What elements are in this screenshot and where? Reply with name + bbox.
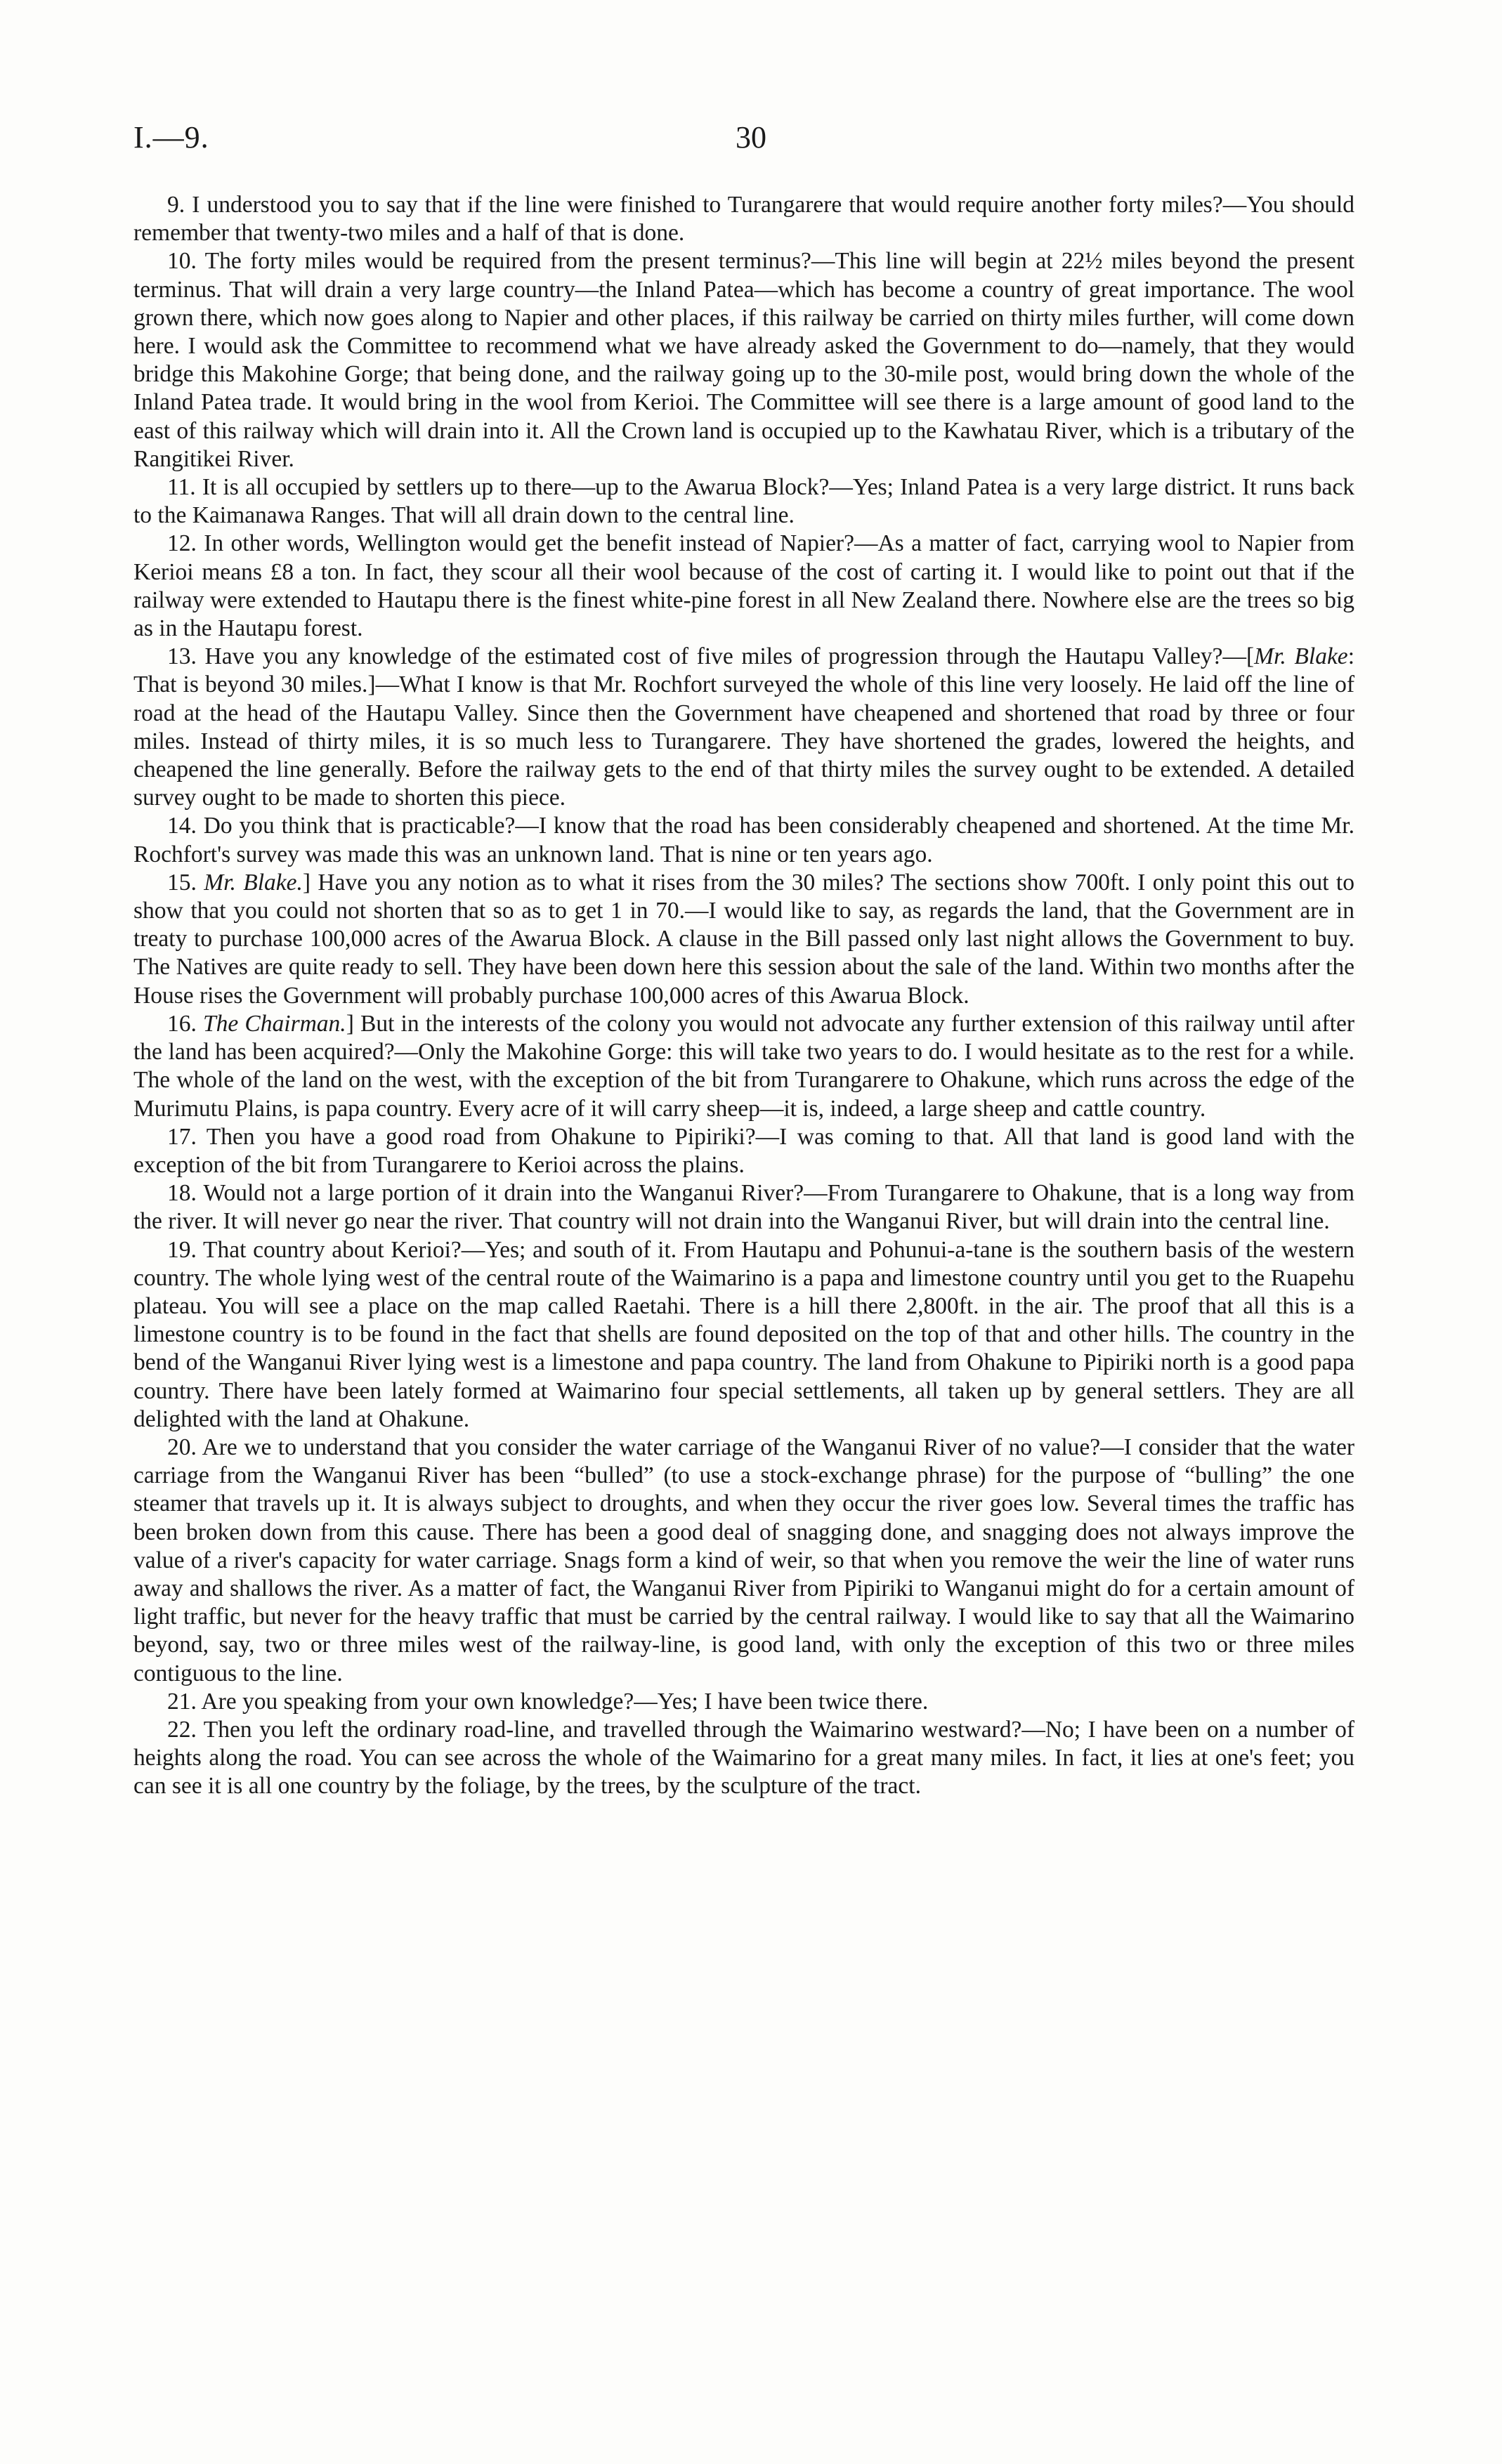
- paragraph-9: 9. I understood you to say that if the line were finished to Turangarere that would require another forty miles?—You should remember that twenty-two miles and a half of that is done.: [133, 192, 1354, 247]
- paragraph-10: 10. The forty miles would be required from the present terminus?—This line will begin at 22½ miles beyond the present terminus. That will drain a very large country—the Inland Patea—which has become a country of great importance. The wool grown there, which now goes along to Napier and other places, if this railway be carried on thirty miles further, will come down here. I would ask the Committee to recommend what we have already asked the Government to do—namely, that they would bridge this Makohine Gorge; that being done, and the railway going up to the 30-mile post, would bring down the whole of the Inland Patea trade. It would bring in the wool from Kerioi. The Committee will see there is a large amount of good land to the east of this railway which will drain into it. All the Crown land is occupied up to the Kawhatau River, which is a tributary of the Rangitikei River.: [133, 248, 1354, 472]
- paragraph-16: 16. The Chairman.] But in the interests of the colony you would not advocate any further extension of this railway until after the land has been acquired?—Only the Makohine Gorge: this will take two years to do. I would hesitate as to the rest for a while. The whole of the land on the west, with the exception of the bit from Turangarere to Ohakune, which runs across the edge of the Murimutu Plains, is papa country. Every acre of it will carry sheep—it is, indeed, a large sheep and cattle country.: [133, 1010, 1354, 1122]
- speaker-name: Mr. Blake: [1254, 643, 1348, 670]
- paragraph-22: 22. Then you left the ordinary road-line, and travelled through the Waimarino westward?—No; I have been on a number of heights along the road. You can see across the whole of the Waimarino for a great many miles. In fact, it lies at one's feet; you can see it is all one country by the foliage, by the trees, by the sculpture of the tract.: [133, 1716, 1354, 1800]
- paragraph-19: 19. That country about Kerioi?—Yes; and south of it. From Hautapu and Pohunui-a-tane is the southern basis of the western country. The whole lying west of the central route of the Waimarino is a papa and limestone country until you get to the Ruapehu plateau. You will see a place on the map called Raetahi. There is a hill there 2,800ft. in the air. The proof that all this is a limestone country is to be found in the fact that shells are found deposited on the top of that and other hills. The country in the bend of the Wanganui River lying west is a limestone and papa country. The land from Ohakune to Pipiriki north is a good papa country. There have been lately formed at Waimarino four special settlements, all taken up by general settlers. They are all delighted with the land at Ohakune.: [133, 1236, 1354, 1432]
- page-header: [133, 119, 1369, 169]
- paragraph-13: 13. Have you any knowledge of the estimated cost of five miles of progression through the Hautapu Valley?—[Mr. Blake: That is beyond 30 miles.]—What I know is that Mr. Rochfort surveyed the whole of this line very loosely. He laid off the line of road at the head of the Hautapu Valley. Since then the Government have cheapened and shortened that road by three or four miles. Instead of thirty miles, it is so much less to Turangarere. They have shortened the grades, lowered the heights, and cheapened the line generally. Before the railway gets to the end of that thirty miles the survey ought to be extended. A detailed survey ought to be made to shorten this piece.: [133, 643, 1354, 811]
- paragraph-11: 11. It is all occupied by settlers up to there—up to the Awarua Block?—Yes; Inland Patea is a very large district. It runs back to the Kaimanawa Ranges. That will all drain down to the central line.: [133, 474, 1354, 529]
- evidence-text: [133, 191, 1354, 1801]
- paragraph-12: 12. In other words, Wellington would get the benefit instead of Napier?—As a matter of fact, carrying wool to Napier from Kerioi means £8 a ton. In fact, they scour all their wool because of the cost of carting it. I would like to point out that if the railway were extended to Hautapu there is the finest white-pine forest in all New Zealand there. Nowhere else are the trees so big as in the Hautapu forest.: [133, 530, 1354, 642]
- paragraph-18: 18. Would not a large portion of it drain into the Wanganui River?—From Turangarere to Ohakune, that is a long way from the river. It will never go near the river. That country will not drain into the Wanganui River, but will drain into the central line.: [133, 1180, 1354, 1235]
- paragraph-14: 14. Do you think that is practicable?—I know that the road has been considerably cheapened and shortened. At the time Mr. Rochfort's survey was made this was an unknown land. That is nine or ten years ago.: [133, 813, 1354, 867]
- speaker-name: The Chairman.: [203, 1010, 346, 1037]
- page-number: 30: [736, 120, 766, 155]
- paragraph-17: 17. Then you have a good road from Ohakune to Pipiriki?—I was coming to that. All that land is good land with the exception of the bit from Turangarere to Kerioi across the plains.: [133, 1123, 1354, 1178]
- paragraph-15: 15. Mr. Blake.] Have you any notion as to what it rises from the 30 miles? The sections show 700ft. I only point this out to show that you could not shorten that so as to get 1 in 70.—I would like to say, as regards the land, that the Government are in treaty to purchase 100,000 acres of the Awarua Block. A clause in the Bill passed only last night allows the Government to buy. The Natives are quite ready to sell. They have been down here this session about the sale of the land. Within two months after the House rises the Government will probably purchase 100,000 acres of this Awarua Block.: [133, 869, 1354, 1009]
- paragraph-20: 20. Are we to understand that you consider the water carriage of the Wanganui River of no value?—I consider that the water carriage from the Wanganui River has been “bulled” (to use a stock-exchange phrase) for the purpose of “bulling” the one steamer that travels up it. It is always subject to droughts, and when they occur the river goes low. Several times the traffic has been broken down from this cause. There has been a good deal of snagging done, and snagging does not always improve the value of a river's capacity for water carriage. Snags form a kind of weir, so that when you remove the weir the line of water runs away and shallows the river. As a matter of fact, the Wanganui River from Pipiriki to Wanganui might do for a certain amount of light traffic, but never for the heavy traffic that must be carried by the central railway. I would like to say that all the Waimarino beyond, say, two or three miles west of the railway-line, is good land, with only the exception of this two or three miles contiguous to the line.: [133, 1434, 1354, 1686]
- speaker-name: Mr. Blake.: [204, 869, 303, 896]
- paragraph-21: 21. Are you speaking from your own knowledge?—Yes; I have been twice there.: [167, 1688, 929, 1715]
- parliamentary-paper-reference: I.—9.: [133, 120, 209, 155]
